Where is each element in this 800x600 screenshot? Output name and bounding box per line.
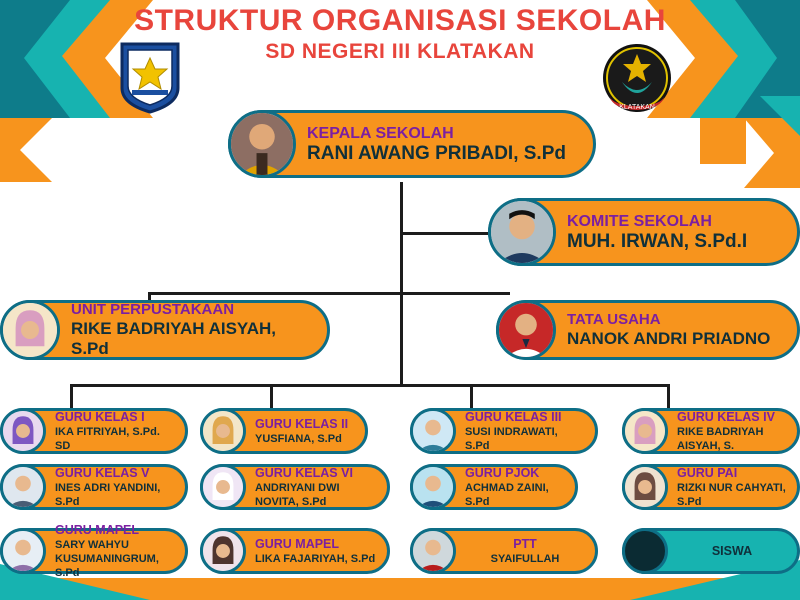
node-komite-sekolah-photo bbox=[488, 198, 556, 266]
staff-node-3-name: SUSI INDRAWATI, S.Pd bbox=[465, 425, 558, 452]
node-tata-usaha-role: TATA USAHA bbox=[567, 311, 661, 328]
page-subtitle: SD NEGERI III KLATAKAN bbox=[265, 40, 535, 63]
staff-node-6[interactable] bbox=[200, 464, 390, 510]
staff-node-7-role: GURU PJOK bbox=[465, 465, 540, 480]
staff-node-9-name: SARY WAHYU KUSUMANINGRUM, S.Pd bbox=[55, 538, 159, 579]
staff-node-8-role: GURU PAI bbox=[677, 465, 738, 480]
staff-node-3-role: GURU KELAS III bbox=[465, 409, 562, 424]
left-orange-accent bbox=[0, 118, 52, 182]
staff-node-4-photo bbox=[622, 408, 668, 454]
node-unit-perpustakaan-name: RIKE BADRIYAH AISYAH, S.Pd bbox=[71, 319, 276, 358]
staff-node-8-photo bbox=[622, 464, 668, 510]
staff-node-6-photo bbox=[200, 464, 246, 510]
node-unit-perpustakaan-photo bbox=[0, 300, 60, 360]
staff-node-3[interactable] bbox=[410, 408, 598, 454]
right-orange-accent bbox=[744, 118, 800, 188]
node-kepala-sekolah-role: KEPALA SEKOLAH bbox=[307, 124, 454, 142]
staff-node-11[interactable] bbox=[410, 528, 598, 574]
node-unit-perpustakaan[interactable] bbox=[0, 300, 330, 360]
staff-node-3-photo bbox=[410, 408, 456, 454]
node-tata-usaha-name: NANOK ANDRI PRIADNO bbox=[567, 329, 771, 348]
connector-to-tata-usaha bbox=[400, 292, 510, 295]
connector-vertical-main bbox=[400, 182, 403, 292]
svg-text:KLATAKAN: KLATAKAN bbox=[619, 104, 655, 111]
connector-staff-drop-1 bbox=[70, 384, 73, 408]
connector-horizontal-mid bbox=[148, 292, 402, 295]
staff-node-1-photo bbox=[0, 408, 46, 454]
school-emblem-logo bbox=[596, 40, 678, 120]
staff-node-5-name: INES ADRI YANDINI, S.Pd bbox=[55, 481, 161, 508]
staff-node-11-role: PTT bbox=[513, 536, 537, 551]
staff-node-10-role: GURU MAPEL bbox=[255, 536, 340, 551]
staff-node-7-name: ACHMAD ZAINI, S.Pd bbox=[465, 481, 549, 508]
staff-node-1-role: GURU KELAS I bbox=[55, 409, 145, 424]
staff-node-7[interactable] bbox=[410, 464, 578, 510]
connector-staff-horizontal bbox=[70, 384, 670, 387]
staff-node-10-name: LIKA FAJARIYAH, S.Pd bbox=[255, 552, 376, 565]
staff-node-2[interactable] bbox=[200, 408, 368, 454]
staff-node-9[interactable] bbox=[0, 522, 188, 579]
staff-node-5-photo bbox=[0, 464, 46, 510]
staff-node-11-photo bbox=[410, 528, 456, 574]
staff-node-7-photo bbox=[410, 464, 456, 510]
staff-node-6-name: ANDRIYANI DWI NOVITA, S.Pd bbox=[255, 481, 340, 508]
staff-node-12-photo bbox=[622, 528, 668, 574]
connector-staff-drop-2 bbox=[270, 384, 273, 408]
node-unit-perpustakaan-role: UNIT PERPUSTAKAAN bbox=[71, 301, 235, 318]
staff-node-8-name: RIZKI NUR CAHYATI, S.Pd bbox=[677, 481, 786, 508]
staff-node-2-role: GURU KELAS II bbox=[255, 416, 349, 431]
staff-node-10-photo bbox=[200, 528, 246, 574]
node-komite-sekolah[interactable] bbox=[488, 198, 800, 266]
staff-node-9-role: GURU MAPEL bbox=[55, 522, 140, 537]
staff-node-2-name: YUSFIANA, S.Pd bbox=[255, 432, 342, 445]
connector-to-komite bbox=[400, 232, 490, 235]
connector-staff-drop-3 bbox=[470, 384, 473, 408]
staff-node-6-role: GURU KELAS VI bbox=[255, 465, 353, 480]
page-title: STRUKTUR ORGANISASI SEKOLAH bbox=[134, 4, 666, 37]
staff-node-5[interactable] bbox=[0, 464, 188, 510]
staff-node-12[interactable] bbox=[622, 528, 800, 574]
staff-node-1-name: IKA FITRIYAH, S.Pd. SD bbox=[55, 425, 160, 452]
node-tata-usaha-photo bbox=[496, 300, 556, 360]
staff-node-4-role: GURU KELAS IV bbox=[677, 409, 775, 424]
staff-node-4[interactable] bbox=[622, 408, 800, 454]
node-komite-sekolah-name: MUH. IRWAN, S.Pd.I bbox=[567, 230, 748, 252]
node-tata-usaha[interactable] bbox=[496, 300, 800, 360]
staff-node-8[interactable] bbox=[622, 464, 800, 510]
right-orange-block bbox=[700, 118, 746, 164]
staff-node-4-name: RIKE BADRIYAH AISYAH, S. bbox=[677, 425, 764, 452]
staff-node-1[interactable] bbox=[0, 408, 188, 454]
connector-staff-drop-4 bbox=[667, 384, 670, 408]
staff-node-11-name: SYAIFULLAH bbox=[490, 552, 560, 565]
node-kepala-sekolah-photo bbox=[228, 110, 296, 178]
node-kepala-sekolah-name: RANI AWANG PRIBADI, S.Pd bbox=[307, 142, 566, 164]
node-kepala-sekolah[interactable] bbox=[228, 110, 596, 178]
kabupaten-emblem-logo bbox=[118, 40, 182, 114]
staff-node-9-photo bbox=[0, 528, 46, 574]
staff-node-2-photo bbox=[200, 408, 246, 454]
connector-vertical-lower bbox=[400, 292, 403, 384]
staff-node-5-role: GURU KELAS V bbox=[55, 465, 150, 480]
node-komite-sekolah-role: KOMITE SEKOLAH bbox=[567, 212, 712, 230]
staff-node-10[interactable] bbox=[200, 528, 390, 574]
staff-node-12-role: SISWA bbox=[711, 543, 753, 558]
